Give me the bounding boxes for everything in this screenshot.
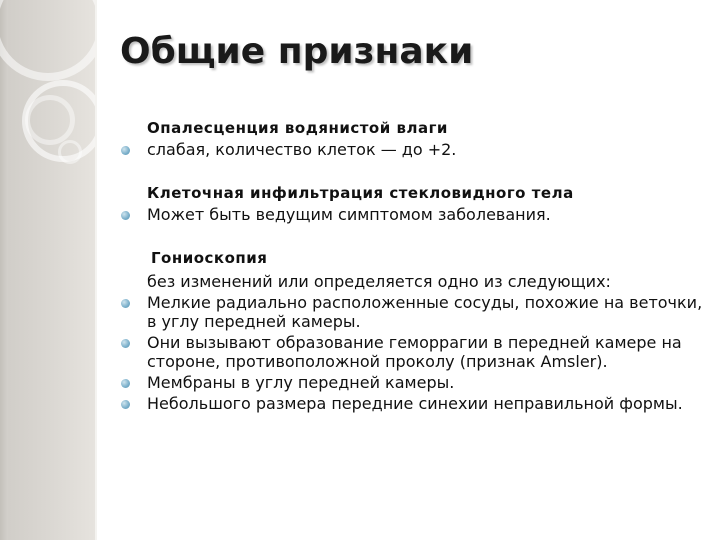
slide-title: Общие признаки — [120, 31, 474, 72]
decorative-ring — [25, 95, 75, 145]
decorative-sidebar — [0, 0, 95, 540]
slide-content — [118, 119, 703, 413]
bullet-item — [118, 140, 703, 159]
bullet-text: Мелкие радиально расположенные сосуды, похожие на веточки, в углу передней камеры. — [147, 293, 703, 331]
bullet-item — [118, 333, 703, 371]
bullet-text: Может быть ведущим симптомом заболевания. — [147, 205, 551, 224]
bullet-icon — [121, 400, 130, 409]
bullet-item — [118, 293, 703, 331]
bullet-icon — [121, 379, 130, 388]
bullet-text: Небольшого размера передние синехии неправильной формы. — [147, 394, 683, 413]
decorative-ring — [0, 0, 95, 81]
section-intro: без изменений или определяется одно из следующих: — [147, 272, 611, 291]
bullet-text: Мембраны в углу передней камеры. — [147, 373, 455, 392]
bullet-icon — [121, 211, 130, 220]
section-heading-gonioscopy: Гониоскопия — [151, 249, 268, 267]
sidebar-stripe — [0, 0, 8, 540]
sidebar-edge — [95, 0, 97, 540]
bullet-icon — [121, 146, 130, 155]
bullet-item — [118, 373, 703, 392]
decorative-ring — [58, 140, 82, 164]
section-heading-opalescence: Опалесценция водянистой влаги — [147, 119, 448, 137]
bullet-item — [118, 394, 703, 413]
bullet-icon — [121, 339, 130, 348]
section-heading-infiltration: Клеточная инфильтрация стекловидного тела — [147, 184, 574, 202]
bullet-text: слабая, количество клеток — до +2. — [147, 140, 457, 159]
bullet-text: Они вызывают образование геморрагии в передней камере на стороне, противоположной проколу (признак Amsler). — [147, 333, 682, 371]
bullet-icon — [121, 299, 130, 308]
bullet-item — [118, 205, 703, 224]
